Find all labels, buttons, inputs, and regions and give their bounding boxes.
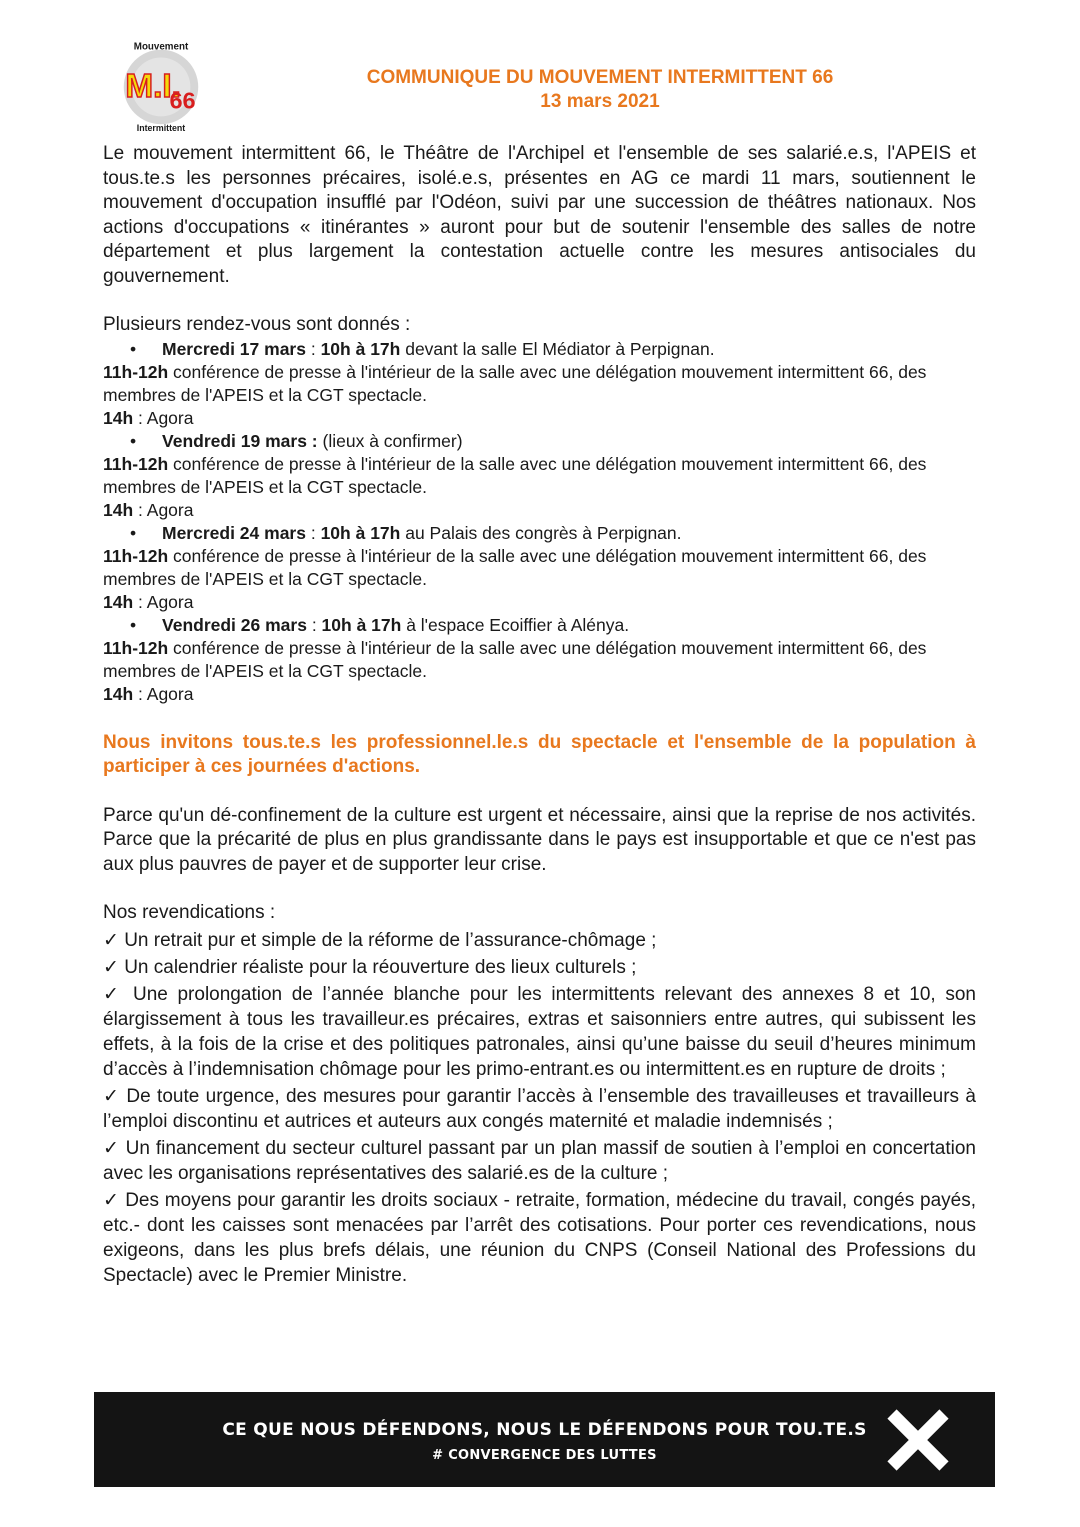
invite-paragraph: Nous invitons tous.te.s les professionnel.le.s du spectacle et l'ensemble de la population à participer à ces journées d'actions. <box>103 731 976 777</box>
event-place: devant la salle El Médiator à Perpignan. <box>400 338 715 359</box>
event-item: • Mercredi 24 mars : 10h à 17h au Palais des congrès à Perpignan. <box>103 522 976 545</box>
intro-paragraph: Le mouvement intermittent 66, le Théâtre de l'Archipel et l'ensemble de ses salarié.e.s, l'APEIS et tous.te.s les personnes précaires, isolé.e.s, présentes en AG ce mardi 11 mars, soutiennent le mouvement d'occupation insufflé par l'Odéon, suivi par une succession de théâtres nationaux. Nos actions d'occupations « itinérantes » auront pour but de soutenir l'ensemble des salles de notre département et plus largement la contestation actuelle contre les mesures antisociales du gouvernement. <box>103 143 976 287</box>
schedule <box>103 313 976 706</box>
logo-main-text: M.I. <box>125 67 181 105</box>
claims-title: Nos revendications : <box>103 902 276 923</box>
event-time: 10h à 17h <box>320 522 401 543</box>
event-day: Vendredi 26 mars <box>162 614 307 635</box>
event-place: au Palais des congrès à Perpignan. <box>400 522 682 543</box>
claim-item: ✓ Un retrait pur et simple de la réforme de l’assurance-chômage ; <box>103 929 657 951</box>
event-day: Vendredi 19 mars : <box>162 430 318 451</box>
page-date: 13 mars 2021 <box>540 91 660 112</box>
press-line: 11h-12h conférence de presse à l'intérieur de la salle avec une délégation mouvement intermittent 66, des membres de l'APEIS et la CGT spectacle. <box>103 453 927 497</box>
claim-item: ✓ Des moyens pour garantir les droits sociaux - retraite, formation, médecine du travail, congés payés, etc.- dont les caisses sont menacées par l’arrêt des cotisations. Pour porter ces revendications, nous exigeons, dans les plus brefs délais, une réunion du CNPS (Conseil National des Professions du Spectacle) avec le Premier Ministre. <box>103 1189 976 1286</box>
claim-item: ✓ Un calendrier réaliste pour la réouverture des lieux culturels ; <box>103 956 637 978</box>
page-title: COMMUNIQUE DU MOUVEMENT INTERMITTENT 66 <box>366 67 834 88</box>
event-time: 10h à 17h <box>321 614 402 635</box>
banner-hashtag: # CONVERGENCE DES LUTTES <box>432 1448 657 1463</box>
press-line: 11h-12h conférence de presse à l'intérieur de la salle avec une délégation mouvement intermittent 66, des membres de l'APEIS et la CGT spectacle. <box>103 637 927 681</box>
event-time: 10h à 17h <box>320 338 401 359</box>
event-day: Mercredi 24 mars <box>162 522 306 543</box>
claim-item: ✓ Une prolongation de l’année blanche pour les intermittents relevant des annexes 8 et 10, son élargissement à tous les travailleur.es précaires, extras et saisonniers entre autres, qui subissent les effets, à la fois de la crise et des politiques patronales, ainsi qu’une baisse du seuil d’heures minimum d’accès à l’indemnisation chômage pour les primo-entrant.es ou intermittent.es en rupture de droits ; <box>103 983 976 1080</box>
agora-line: 14h : Agora <box>103 499 194 520</box>
document-body <box>103 142 976 1290</box>
logo-number: 66 <box>169 87 196 114</box>
agora-line: 14h : Agora <box>103 591 194 612</box>
logo-top-text: Mouvement <box>133 41 189 53</box>
event-day: Mercredi 17 mars <box>162 338 306 359</box>
event-item <box>103 430 976 453</box>
event-place: à l'espace Ecoiffier à Alénya. <box>401 614 630 635</box>
cross-icon <box>886 1408 950 1472</box>
press-line: 11h-12h conférence de presse à l'intérieur de la salle avec une délégation mouvement intermittent 66, des membres de l'APEIS et la CGT spectacle. <box>103 545 927 589</box>
claim-item: ✓ Un financement du secteur culturel passant par un plan massif de soutien à l’emploi en concertation avec les organisations représentatives des salarié.es de la culture ; <box>103 1137 976 1184</box>
footer-banner <box>94 1392 995 1487</box>
logo <box>112 36 210 134</box>
schedule-intro: Plusieurs rendez-vous sont donnés : <box>103 314 411 335</box>
claim-item: ✓ De toute urgence, des mesures pour garantir l’accès à l’ensemble des travailleuses et travailleurs à l’emploi discontinu et autrices et auteurs aux congés maternité et maladie indemnisés ; <box>103 1085 976 1132</box>
event-item: • Mercredi 17 mars : 10h à 17h devant la salle El Médiator à Perpignan. <box>103 338 976 361</box>
press-line: 11h-12h conférence de presse à l'intérieur de la salle avec une délégation mouvement intermittent 66, des membres de l'APEIS et la CGT spectacle. <box>103 361 927 405</box>
agora-line: 14h : Agora <box>103 683 194 704</box>
agora-line: 14h : Agora <box>103 407 194 428</box>
logo-bottom-text: Intermittent <box>136 123 186 134</box>
banner-slogan: CE QUE NOUS DÉFENDONS, NOUS LE DÉFENDONS POUR TOU.TE.S <box>222 1420 867 1440</box>
event-place: (lieux à confirmer) <box>322 430 463 451</box>
header <box>260 66 940 114</box>
event-item: • Vendredi 26 mars : 10h à 17h à l'espace Ecoiffier à Alénya. <box>103 614 976 637</box>
because-paragraph: Parce qu'un dé-confinement de la culture est urgent et nécessaire, ainsi que la reprise de nos activités. Parce que la précarité de plus en plus grandissante dans le pays est insupportable et que ce n'est pas aux plus pauvres de payer et de supporter leur crise. <box>103 804 976 875</box>
